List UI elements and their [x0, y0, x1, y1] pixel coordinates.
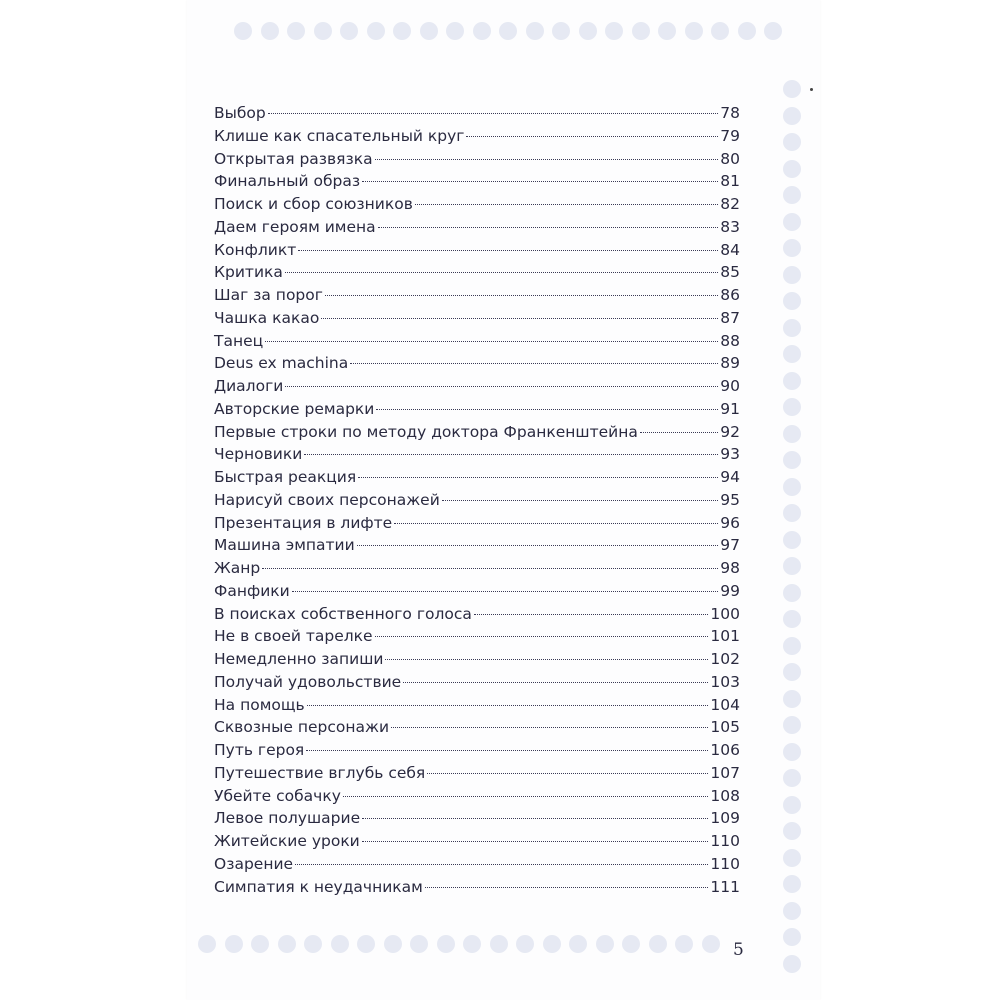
toc-entry — [214, 263, 740, 286]
toc-entry-title: Житейские уроки — [214, 832, 360, 850]
toc-entry-title: Быстрая реакция — [214, 468, 357, 486]
decorative-dot — [702, 935, 720, 953]
decorative-dot — [649, 935, 667, 953]
toc-dot-leader — [307, 705, 709, 706]
decorative-dot — [632, 22, 650, 40]
toc-entry-page: 108 — [710, 786, 740, 805]
decorative-dot — [783, 557, 801, 575]
table-of-contents — [214, 104, 740, 900]
toc-dot-leader — [262, 568, 718, 569]
toc-entry-page: 88 — [720, 331, 740, 350]
decorative-dot — [446, 22, 464, 40]
toc-dot-leader — [265, 341, 718, 342]
toc-entry — [214, 445, 740, 468]
decorative-dot — [393, 22, 411, 40]
toc-entry-page: 83 — [720, 217, 740, 236]
decorative-dot — [783, 743, 801, 761]
toc-entry — [214, 696, 740, 719]
toc-entry — [214, 104, 740, 127]
decorative-dot — [783, 716, 801, 734]
decorative-dot — [552, 22, 570, 40]
decorative-dot — [526, 22, 544, 40]
toc-entry — [214, 718, 740, 741]
decorative-dot — [304, 935, 322, 953]
decorative-dot — [658, 22, 676, 40]
toc-entry-title: Даем героям имена — [214, 217, 376, 236]
toc-entry — [214, 809, 740, 832]
decorative-dot — [225, 935, 243, 953]
toc-entry-page: 81 — [720, 172, 740, 191]
toc-entry — [214, 878, 740, 901]
toc-entry-page: 105 — [710, 718, 740, 737]
decorative-dots-right — [783, 80, 813, 980]
toc-entry — [214, 582, 740, 605]
toc-dot-leader — [378, 227, 719, 228]
toc-entry — [214, 650, 740, 673]
toc-entry-title: Нарисуй своих персонажей — [214, 490, 440, 509]
decorative-dot — [783, 133, 801, 151]
decorative-dot — [783, 663, 801, 681]
toc-entry-page: 91 — [720, 399, 740, 418]
decorative-dot — [314, 22, 332, 40]
toc-entry — [214, 172, 740, 195]
toc-dot-leader — [391, 727, 708, 728]
toc-dot-leader — [325, 295, 718, 296]
decorative-dot — [783, 372, 801, 390]
decorative-dot — [783, 451, 801, 469]
toc-entry — [214, 400, 740, 423]
toc-dot-leader — [474, 614, 709, 615]
toc-dot-leader — [357, 545, 719, 546]
toc-entry-title: Жанр — [214, 559, 261, 577]
toc-entry-title: Конфликт — [214, 240, 297, 259]
decorative-dot — [783, 398, 801, 416]
toc-entry-page: 101 — [710, 627, 740, 646]
toc-entry-page: 106 — [710, 741, 740, 759]
toc-entry-title: Финальный образ — [214, 172, 361, 191]
toc-entry-title: Фанфики — [214, 581, 290, 600]
toc-entry-page: 96 — [720, 513, 740, 532]
toc-entry-page: 79 — [720, 126, 740, 145]
decorative-dot — [783, 637, 801, 655]
toc-dot-leader — [415, 204, 718, 205]
toc-entry — [214, 332, 740, 355]
decorative-dot — [783, 425, 801, 443]
decorative-dot — [287, 22, 305, 40]
toc-entry-page: 107 — [710, 763, 740, 782]
decorative-dot — [783, 849, 801, 867]
toc-dot-leader — [375, 159, 719, 160]
toc-entry — [214, 787, 740, 810]
toc-entry-title: Симпатия к неудачникам — [214, 877, 423, 896]
decorative-dot — [420, 22, 438, 40]
toc-entry-page: 94 — [720, 468, 740, 486]
decorative-dot — [783, 584, 801, 602]
toc-dot-leader — [375, 636, 709, 637]
decorative-dot — [738, 22, 756, 40]
print-speck — [810, 88, 813, 91]
toc-entry-page: 102 — [710, 650, 740, 668]
decorative-dots-top — [234, 22, 794, 46]
decorative-dot — [783, 107, 801, 125]
decorative-dot — [783, 186, 801, 204]
toc-entry — [214, 627, 740, 650]
decorative-dot — [410, 935, 428, 953]
toc-entry-page: 89 — [720, 354, 740, 373]
toc-entry — [214, 536, 740, 559]
toc-entry — [214, 741, 740, 764]
toc-dot-leader — [362, 181, 718, 182]
toc-dot-leader — [298, 250, 718, 251]
toc-entry-title: Озарение — [214, 854, 294, 873]
toc-entry — [214, 127, 740, 150]
toc-dot-leader — [285, 386, 718, 387]
toc-entry-page: 93 — [720, 445, 740, 464]
toc-entry-title: Черновики — [214, 445, 303, 464]
decorative-dot — [783, 610, 801, 628]
decorative-dot — [251, 935, 269, 953]
decorative-dot — [437, 935, 455, 953]
decorative-dot — [783, 80, 801, 98]
toc-entry-title: В поисках собственного голоса — [214, 604, 472, 623]
toc-entry — [214, 832, 740, 855]
toc-entry-title: Шаг за порог — [214, 286, 323, 304]
toc-dot-leader — [442, 500, 718, 501]
toc-entry — [214, 559, 740, 582]
decorative-dot — [783, 239, 801, 257]
decorative-dot — [198, 935, 216, 953]
decorative-dot — [783, 955, 801, 973]
decorative-dot — [783, 690, 801, 708]
toc-dot-leader — [427, 773, 708, 774]
toc-entry-page: 78 — [720, 104, 740, 122]
toc-entry-title: Танец — [214, 331, 264, 350]
toc-dot-leader — [362, 841, 709, 842]
toc-dot-leader — [306, 750, 708, 751]
decorative-dot — [783, 796, 801, 814]
decorative-dot — [783, 504, 801, 522]
toc-entry-page: 84 — [720, 240, 740, 259]
toc-entry-title: Не в своей тарелке — [214, 627, 373, 646]
toc-dot-leader — [394, 523, 718, 524]
decorative-dot — [783, 345, 801, 363]
decorative-dot — [685, 22, 703, 40]
toc-entry-title: Путешествие вглубь себя — [214, 763, 426, 782]
decorative-dot — [675, 935, 693, 953]
toc-entry — [214, 673, 740, 696]
toc-entry-page: 80 — [720, 149, 740, 168]
toc-dot-leader — [268, 113, 719, 114]
toc-dot-leader — [295, 864, 708, 865]
toc-dot-leader — [343, 796, 709, 797]
toc-entry — [214, 195, 740, 218]
toc-entry-title: Выбор — [214, 104, 266, 122]
toc-entry-title: Немедленно запиши — [214, 650, 384, 668]
decorative-dot — [622, 935, 640, 953]
toc-entry-title: Убейте собачку — [214, 786, 341, 805]
decorative-dot — [367, 22, 385, 40]
toc-entry-title: Первые строки по методу доктора Франкенштейна — [214, 422, 638, 441]
decorative-dot — [331, 935, 349, 953]
toc-entry-title: Открытая развязка — [214, 149, 373, 168]
decorative-dot — [783, 319, 801, 337]
toc-dot-leader — [285, 272, 718, 273]
toc-entry-title: Авторские ремарки — [214, 399, 375, 418]
decorative-dot — [499, 22, 517, 40]
toc-entry-title: Чашка какао — [214, 308, 320, 327]
toc-entry — [214, 150, 740, 173]
toc-entry-title: Левое полушарие — [214, 809, 361, 828]
toc-entry-page: 86 — [720, 286, 740, 304]
toc-entry-page: 100 — [710, 604, 740, 623]
page-number: 5 — [733, 940, 744, 960]
toc-entry-page: 110 — [710, 854, 740, 873]
toc-entry — [214, 491, 740, 514]
decorative-dot — [543, 935, 561, 953]
toc-dot-leader — [358, 477, 718, 478]
decorative-dot — [579, 22, 597, 40]
toc-entry-page: 87 — [720, 308, 740, 327]
toc-entry — [214, 218, 740, 241]
toc-entry-title: Презентация в лифте — [214, 513, 393, 532]
toc-entry-page: 97 — [720, 536, 740, 555]
decorative-dot — [783, 292, 801, 310]
toc-entry-page: 110 — [710, 832, 740, 850]
toc-entry-page: 85 — [720, 263, 740, 282]
decorative-dot — [605, 22, 623, 40]
toc-entry-page: 95 — [720, 490, 740, 509]
toc-entry-page: 99 — [720, 581, 740, 600]
decorative-dot — [340, 22, 358, 40]
toc-dot-leader — [304, 454, 718, 455]
toc-entry — [214, 354, 740, 377]
decorative-dot — [783, 822, 801, 840]
decorative-dot — [783, 160, 801, 178]
decorative-dot — [384, 935, 402, 953]
toc-entry-page: 109 — [710, 809, 740, 828]
toc-entry — [214, 423, 740, 446]
toc-entry-title: Получай удовольствие — [214, 672, 402, 691]
decorative-dot — [783, 928, 801, 946]
toc-entry — [214, 468, 740, 491]
decorative-dot — [596, 935, 614, 953]
decorative-dot — [783, 266, 801, 284]
toc-entry-page: 92 — [720, 422, 740, 441]
decorative-dot — [278, 935, 296, 953]
decorative-dot — [261, 22, 279, 40]
decorative-dot — [783, 531, 801, 549]
toc-dot-leader — [292, 591, 719, 592]
toc-entry-page: 104 — [710, 695, 740, 714]
toc-entry-page: 111 — [710, 877, 740, 896]
decorative-dot — [783, 875, 801, 893]
toc-dot-leader — [640, 432, 718, 433]
decorative-dot — [783, 213, 801, 231]
toc-entry-title: Поиск и сбор союзников — [214, 195, 413, 213]
toc-entry-title: Deus ex machina — [214, 354, 349, 373]
decorative-dot — [463, 935, 481, 953]
toc-entry-page: 98 — [720, 559, 740, 577]
toc-dot-leader — [376, 409, 718, 410]
toc-entry-title: Машина эмпатии — [214, 536, 355, 555]
toc-entry-title: Сквозные персонажи — [214, 718, 390, 737]
toc-entry-title: Диалоги — [214, 377, 284, 395]
decorative-dot — [783, 769, 801, 787]
toc-entry-page: 103 — [710, 672, 740, 691]
decorative-dot — [357, 935, 375, 953]
decorative-dot — [234, 22, 252, 40]
decorative-dot — [711, 22, 729, 40]
toc-dot-leader — [425, 887, 709, 888]
toc-dot-leader — [362, 818, 708, 819]
decorative-dot — [569, 935, 587, 953]
toc-entry-title: Клише как спасательный круг — [214, 126, 465, 145]
toc-entry-page: 82 — [720, 195, 740, 213]
toc-entry — [214, 605, 740, 628]
toc-entry-page: 90 — [720, 377, 740, 395]
decorative-dots-bottom — [198, 935, 738, 959]
toc-entry-title: Путь героя — [214, 741, 305, 759]
toc-entry-title: На помощь — [214, 695, 305, 714]
toc-entry — [214, 764, 740, 787]
toc-dot-leader — [466, 136, 718, 137]
toc-entry-title: Критика — [214, 263, 283, 282]
toc-dot-leader — [403, 682, 708, 683]
decorative-dot — [783, 902, 801, 920]
decorative-dot — [473, 22, 491, 40]
toc-dot-leader — [350, 363, 718, 364]
decorative-dot — [516, 935, 534, 953]
decorative-dot — [490, 935, 508, 953]
toc-entry — [214, 241, 740, 264]
decorative-dot — [783, 478, 801, 496]
toc-dot-leader — [321, 318, 718, 319]
toc-entry — [214, 286, 740, 309]
decorative-dot — [764, 22, 782, 40]
toc-entry — [214, 855, 740, 878]
toc-entry — [214, 377, 740, 400]
toc-entry — [214, 514, 740, 537]
toc-entry — [214, 309, 740, 332]
toc-dot-leader — [385, 659, 708, 660]
